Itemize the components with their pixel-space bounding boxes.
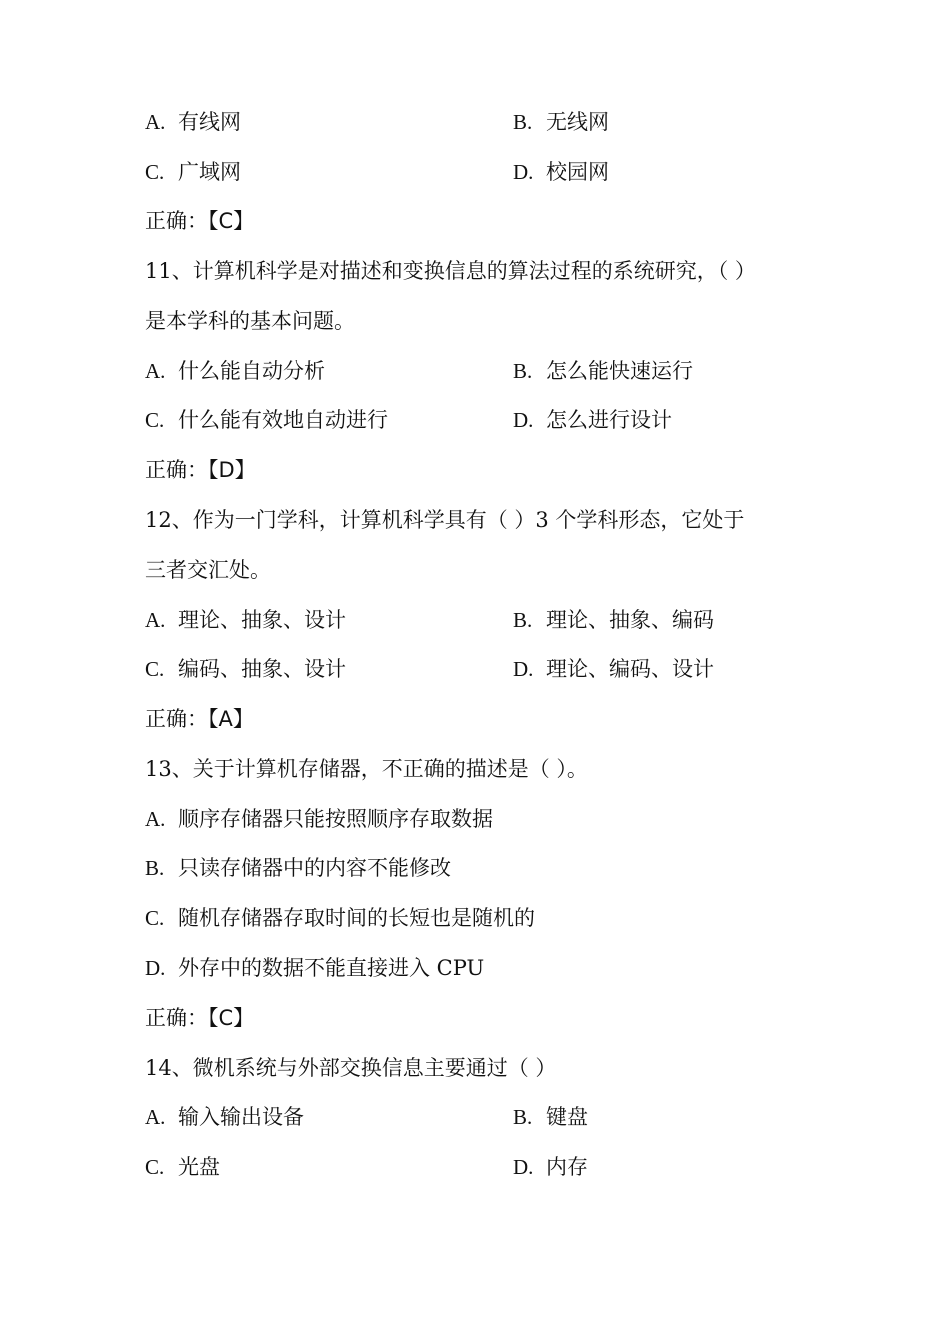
option-a: A. 输入输出设备 (145, 1105, 304, 1129)
option-c: C. 随机存储器存取时间的长短也是随机的 (145, 906, 535, 930)
option-a: A. 顺序存储器只能按照顺序存取数据 (145, 807, 493, 831)
option-a: A. 什么能自动分析 (145, 359, 325, 383)
question-text: 12、作为一门学科，计算机科学具有（ ）3 个学科形态，它处于 (145, 508, 745, 532)
option-row (145, 107, 850, 137)
option-row (145, 654, 850, 684)
option-c: C. 编码、抽象、设计 (145, 657, 346, 681)
option-d: D. 理论、编码、设计 (513, 657, 714, 681)
option-b: B. 理论、抽象、编码 (513, 608, 714, 632)
option-b: B. 无线网 (513, 110, 609, 134)
option-c: C. 什么能有效地自动进行 (145, 408, 388, 432)
option-row (145, 157, 850, 187)
option-d: D. 外存中的数据不能直接进入 CPU (145, 956, 485, 980)
option-row (145, 1102, 850, 1132)
answer-line: 正确：【C】 (145, 1006, 255, 1030)
option-a: A. 理论、抽象、设计 (145, 608, 346, 632)
option-a: A. 有线网 (145, 110, 241, 134)
option-row (145, 605, 850, 635)
option-c: C. 广域网 (145, 160, 241, 184)
option-b: B. 怎么能快速运行 (513, 359, 693, 383)
option-b: B. 键盘 (513, 1105, 588, 1129)
option-b: B. 只读存储器中的内容不能修改 (145, 856, 451, 880)
option-row (145, 356, 850, 386)
option-d: D. 内存 (513, 1155, 588, 1179)
answer-line: 正确：【C】 (145, 209, 255, 233)
question-text: 11、计算机科学是对描述和变换信息的算法过程的系统研究，（ ） (145, 259, 756, 283)
option-row (145, 1152, 850, 1182)
option-c: C. 光盘 (145, 1155, 220, 1179)
answer-line: 正确：【A】 (145, 707, 254, 731)
option-row (145, 405, 850, 435)
option-d: D. 怎么进行设计 (513, 408, 672, 432)
question-text: 是本学科的基本问题。 (145, 309, 355, 333)
option-d: D. 校园网 (513, 160, 609, 184)
answer-line: 正确：【D】 (145, 458, 256, 482)
question-text: 14、微机系统与外部交换信息主要通过（ ） (145, 1056, 557, 1080)
question-text: 13、关于计算机存储器，不正确的描述是（ ）。 (145, 757, 588, 781)
question-text: 三者交汇处。 (145, 558, 271, 582)
